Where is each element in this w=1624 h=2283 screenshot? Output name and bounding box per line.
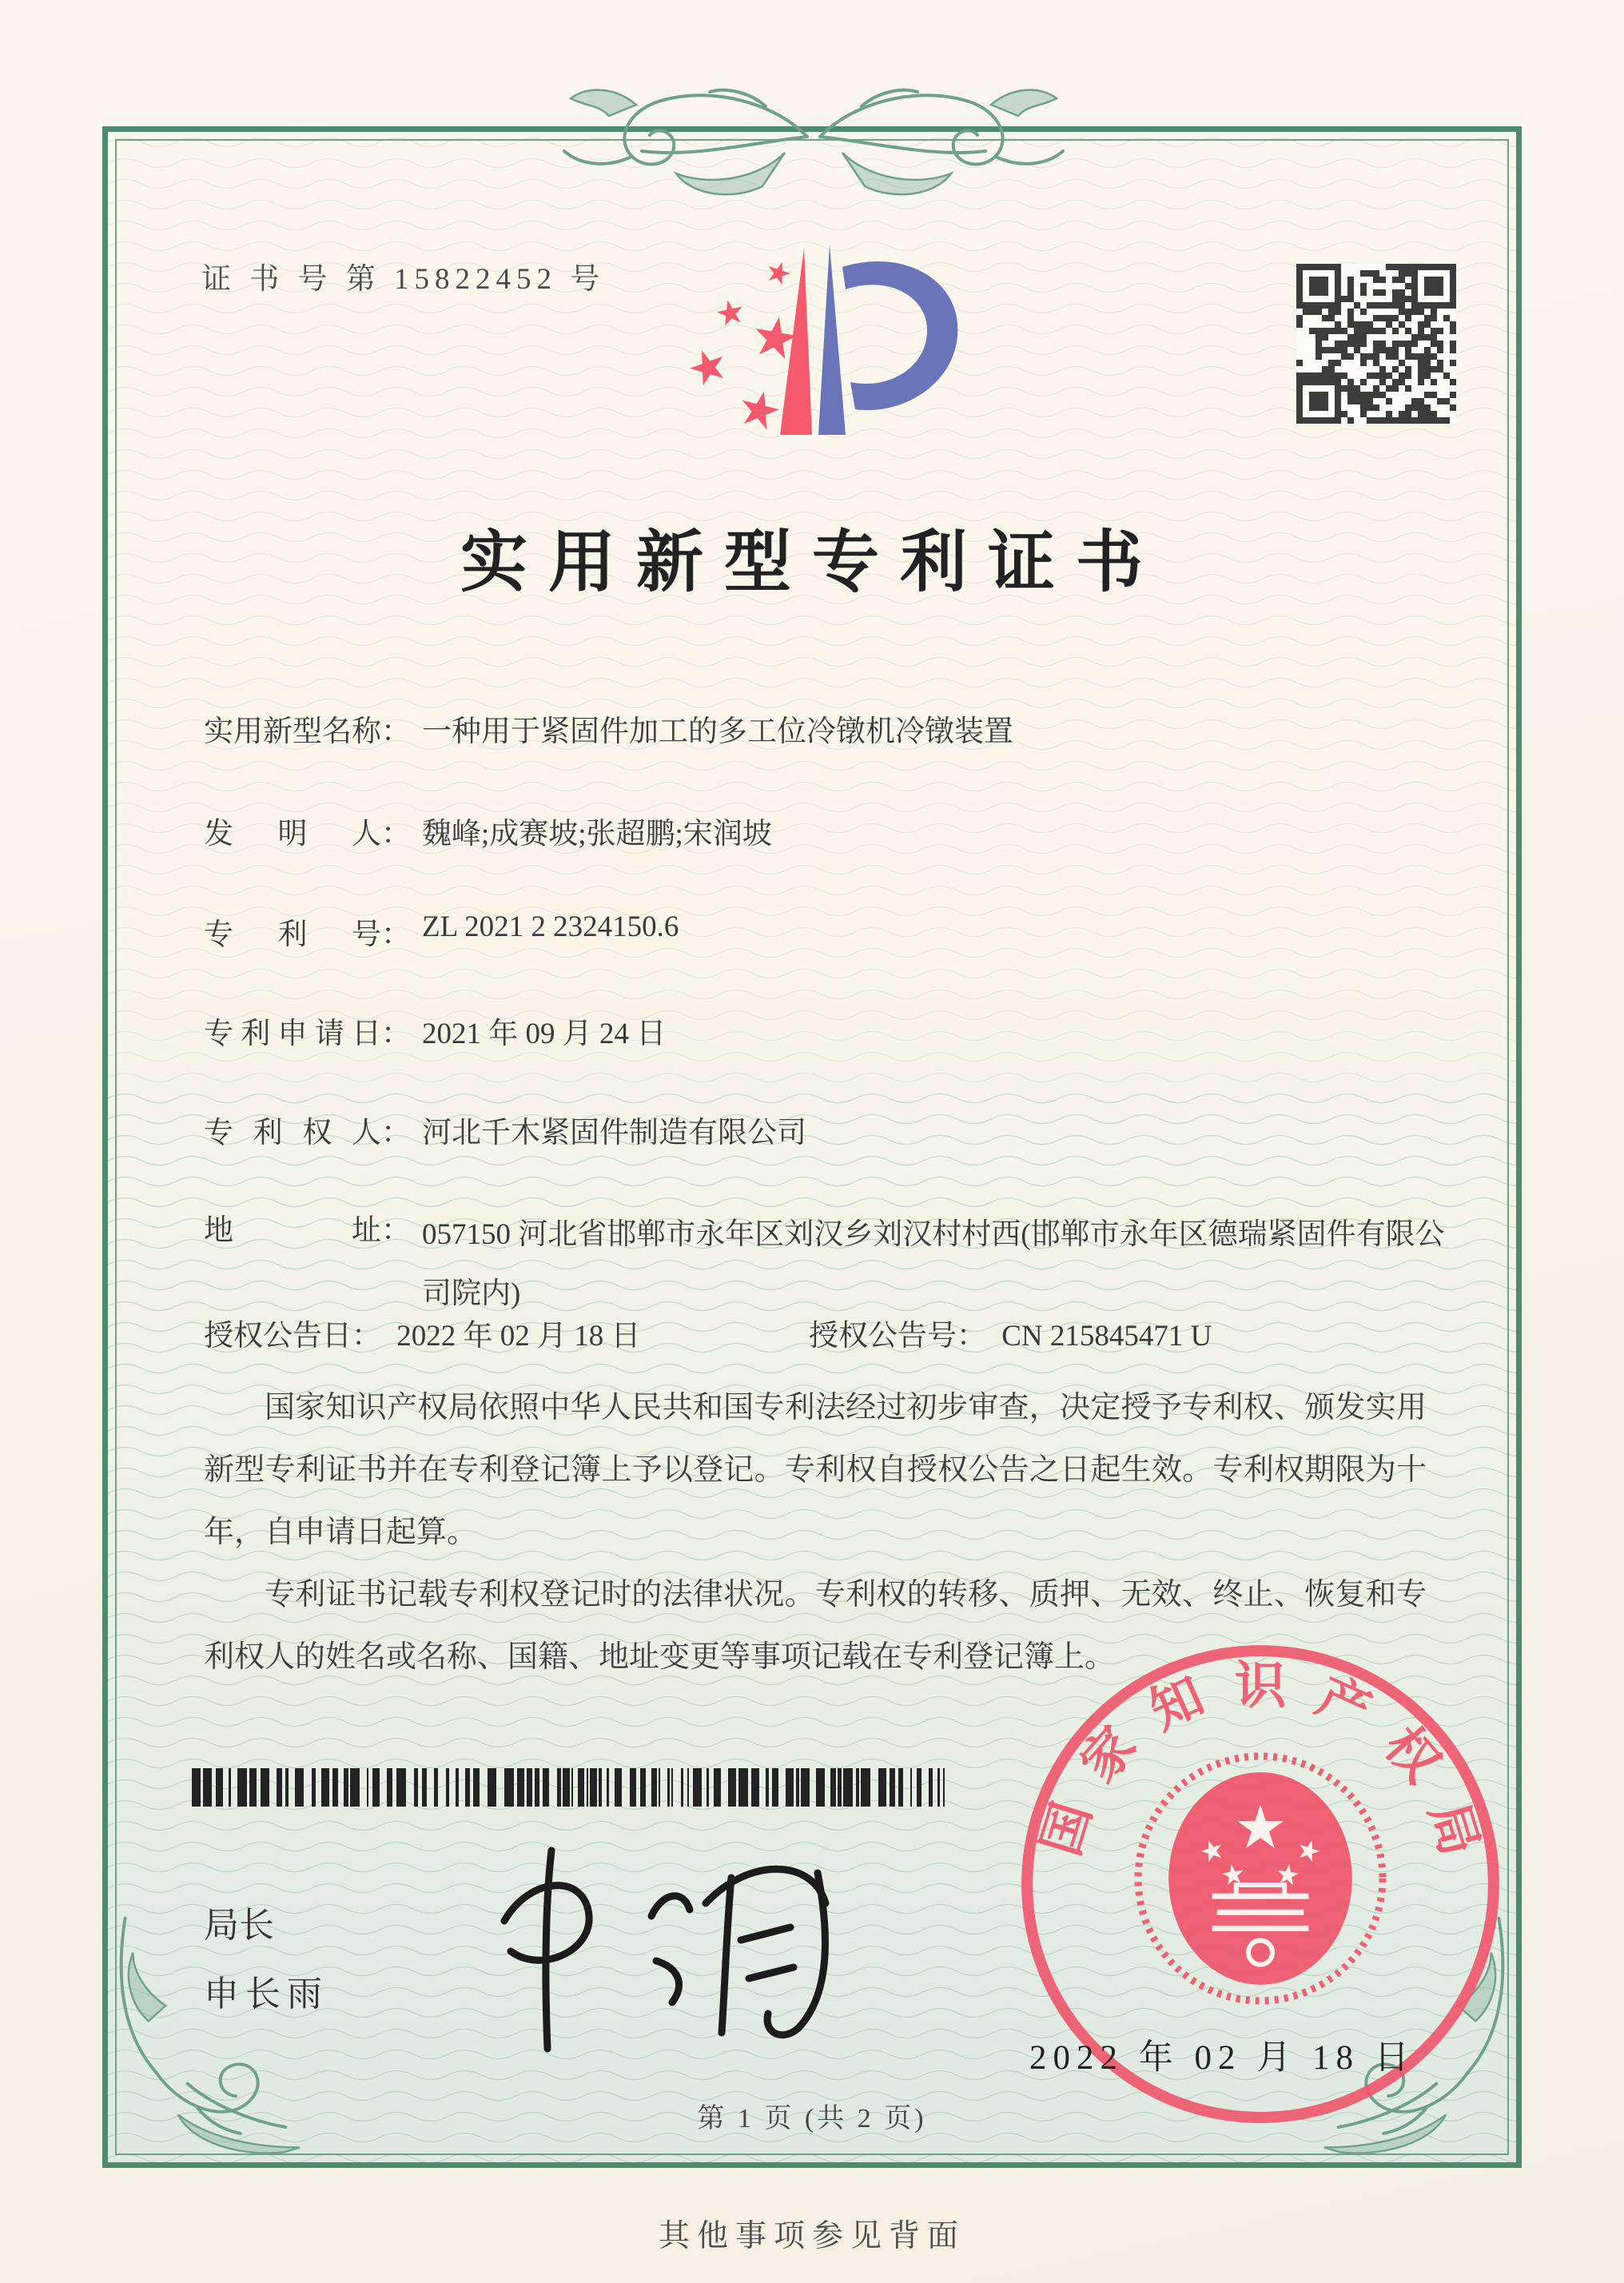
svg-text:局: 局 bbox=[1419, 1795, 1489, 1863]
field-value: 057150 河北省邯郸市永年区刘汉乡刘汉村村西(邯郸市永年区德瑞紧固件有限公司院内) bbox=[422, 1218, 1445, 1310]
legal-paragraph-1: 国家知识产权局依照中华人民共和国专利法经过初步审查，决定授予专利权、颁发实用新型专利证书并在专利登记簿上予以登记。专利权自授权公告之日起生效。专利权期限为十年，自申请日起算。 bbox=[204, 1391, 1427, 1549]
field-label: 专利权人 bbox=[204, 1117, 381, 1149]
commissioner-name: 申长雨 bbox=[204, 1974, 328, 2014]
grant-number-label: 授权公告号 bbox=[809, 1320, 957, 1353]
signature-handwriting bbox=[452, 1827, 867, 2058]
field-row-address bbox=[204, 1205, 1445, 1324]
seal-date: 2022 年 02 月 18 日 bbox=[1029, 2039, 1415, 2077]
field-label: 专利号 bbox=[204, 918, 381, 951]
field-value: ZL 2021 2 2324150.6 bbox=[422, 910, 679, 943]
svg-text:产: 产 bbox=[1308, 1667, 1379, 1741]
svg-text:识: 识 bbox=[1234, 1657, 1287, 1715]
grant-date-value: 2022 年 02 月 18 日 bbox=[396, 1320, 641, 1353]
grant-date-label: 授权公告日 bbox=[204, 1320, 352, 1353]
back-side-note: 其他事项参见背面 bbox=[658, 2219, 965, 2253]
field-label: 发明人 bbox=[204, 818, 381, 851]
colon: ： bbox=[381, 918, 411, 951]
field-row-inventors bbox=[204, 809, 772, 852]
national-emblem-icon bbox=[1138, 1756, 1383, 2001]
field-row-patent-number bbox=[204, 910, 679, 953]
certificate-title: 实用新型专利证书 bbox=[460, 526, 1164, 600]
cnipa-logo-icon bbox=[686, 233, 989, 473]
legal-paragraph-2: 专利证书记载专利权登记时的法律状况。专利权的转移、质押、无效、终止、恢复和专利权人的姓名或名称、国籍、地址变更等事项记载在专利登记簿上。 bbox=[204, 1578, 1427, 1674]
colon: ： bbox=[381, 715, 411, 748]
field-row-name bbox=[204, 707, 1013, 750]
colon: ： bbox=[381, 1117, 411, 1149]
field-row-patentee bbox=[204, 1108, 806, 1151]
svg-text:家: 家 bbox=[1070, 1716, 1147, 1793]
certificate-number: 证 书 号 第 15822452 号 bbox=[201, 263, 606, 296]
qr-code bbox=[1296, 264, 1456, 424]
commissioner-label: 局长 bbox=[204, 1906, 274, 1945]
field-label: 地址 bbox=[204, 1214, 381, 1247]
barcode bbox=[192, 1768, 947, 1807]
colon: ： bbox=[381, 1018, 411, 1050]
svg-text:权: 权 bbox=[1374, 1716, 1451, 1793]
colon: ： bbox=[381, 1214, 411, 1247]
field-value: 一种用于紧固件加工的多工位冷镦机冷镦装置 bbox=[422, 715, 1013, 748]
field-label: 实用新型名称 bbox=[204, 715, 381, 748]
colon: ： bbox=[352, 1320, 381, 1353]
field-value: 2021 年 09 月 24 日 bbox=[422, 1018, 667, 1050]
grant-number-value: CN 215845471 U bbox=[1001, 1320, 1212, 1353]
field-row-filing-date bbox=[204, 1009, 666, 1052]
svg-text:知: 知 bbox=[1141, 1667, 1212, 1741]
colon: ： bbox=[957, 1320, 986, 1353]
grant-row bbox=[204, 1311, 1427, 1354]
page-number: 第 1 页 (共 2 页) bbox=[697, 2104, 927, 2134]
colon: ： bbox=[381, 818, 411, 851]
svg-text:国: 国 bbox=[1032, 1795, 1102, 1863]
field-label: 专利申请日 bbox=[204, 1018, 381, 1050]
field-value: 河北千木紧固件制造有限公司 bbox=[422, 1117, 806, 1149]
field-value: 魏峰;成赛坡;张超鹏;宋润坡 bbox=[422, 818, 772, 851]
